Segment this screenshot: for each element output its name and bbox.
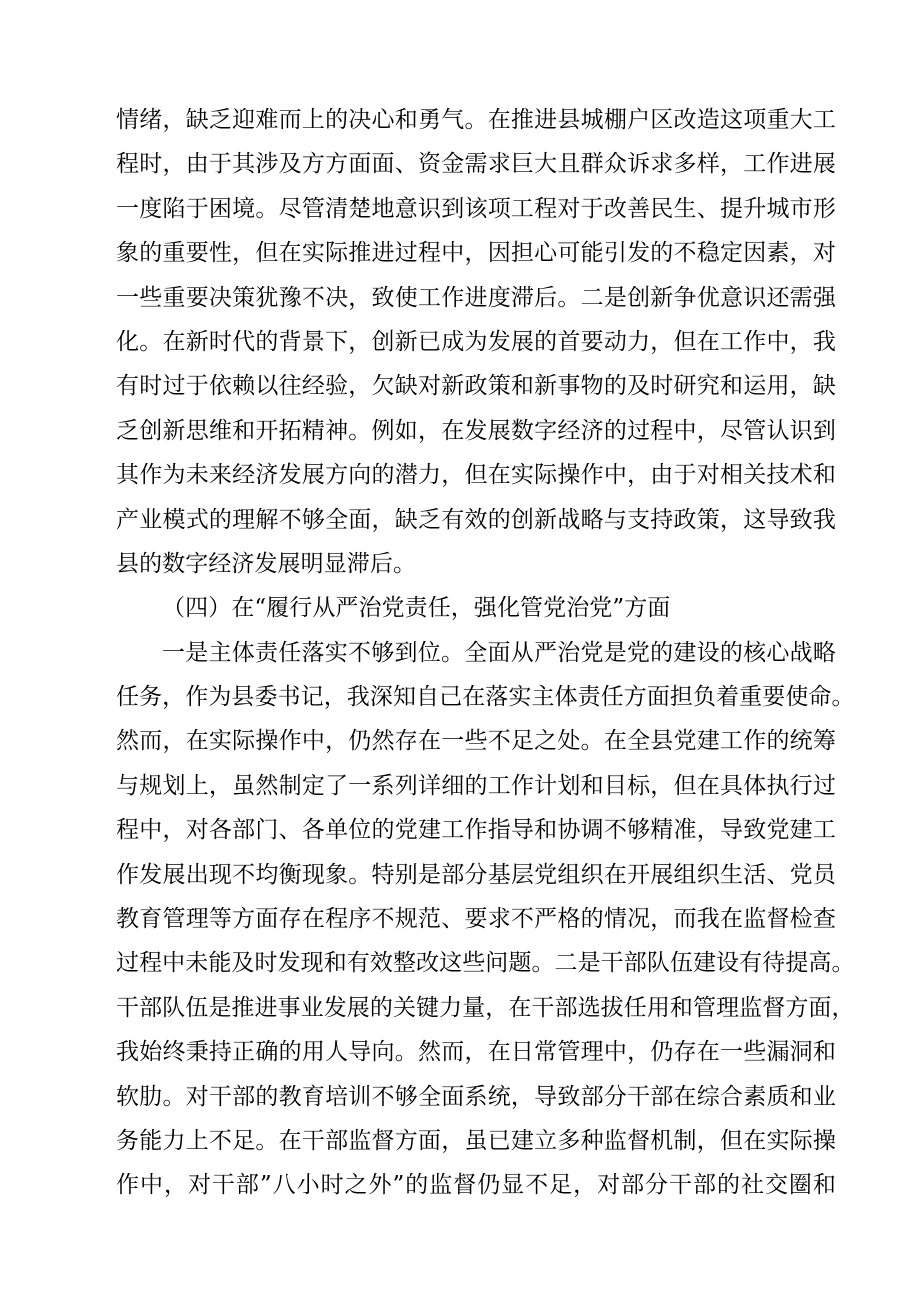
text-line: 县的数字经济发展明显滞后。: [116, 550, 417, 577]
text-line: 乏创新思维和开拓精神。例如，在发展数字经济的过程中，尽管认识到: [116, 417, 836, 444]
text-line: 与规划上，虽然制定了一系列详细的工作计划和目标，但在具体执行过: [116, 772, 836, 799]
text-line: 任务，作为县委书记，我深知自己在落实主体责任方面担负着重要使命。: [116, 684, 855, 711]
text-line: 务能力上不足。在干部监督方面，虽已建立多种监督机制，但在实际操: [116, 1127, 836, 1154]
text-line: 作发展出现不均衡现象。特别是部分基层党组织在开展组织生活、党员: [116, 861, 836, 888]
text-line: 软肋。对干部的教育培训不够全面系统，导致部分干部在综合素质和业: [116, 1083, 836, 1110]
text-line: 程中，对各部门、各单位的党建工作指导和协调不够精准，导致党建工: [116, 817, 836, 844]
text-line: 产业模式的理解不够全面，缺乏有效的创新战略与支持政策，这导致我: [116, 506, 836, 533]
text-line: 干部队伍是推进事业发展的关键力量，在干部选拔任用和管理监督方面，: [116, 994, 855, 1021]
text-line: 作中，对干部”八小时之外”的监督仍显不足，对部分干部的社交圈和: [116, 1172, 836, 1199]
text-line: 教育管理等方面存在程序不规范、要求不严格的情况，而我在监督检查: [116, 906, 836, 933]
text-line: 程时，由于其涉及方方面面、资金需求巨大且群众诉求多样，工作进展: [116, 151, 836, 178]
text-line: 其作为未来经济发展方向的潜力，但在实际操作中，由于对相关技术和: [116, 462, 836, 489]
text-line: 象的重要性，但在实际推进过程中，因担心可能引发的不稳定因素，对: [116, 240, 836, 267]
document-body: [116, 98, 855, 1208]
section-heading: （四）在“履行从严治党责任，强化管党治党”方面: [162, 595, 671, 622]
text-line: 有时过于依赖以往经验，欠缺对新政策和新事物的及时研究和运用，缺: [116, 373, 836, 400]
text-line: 过程中未能及时发现和有效整改这些问题。二是干部队伍建设有待提高。: [116, 950, 855, 977]
text-line: 一些重要决策犹豫不决，致使工作进度滞后。二是创新争优意识还需强: [116, 284, 836, 311]
paragraph-first-line: 一是主体责任落实不够到位。全面从严治党是党的建设的核心战略: [162, 639, 836, 666]
text-line: 化。在新时代的背景下，创新已成为发展的首要动力，但在工作中，我: [116, 328, 836, 355]
text-line: 情绪，缺乏迎难而上的决心和勇气。在推进县城棚户区改造这项重大工: [116, 107, 836, 133]
text-line: 然而，在实际操作中，仍然存在一些不足之处。在全县党建工作的统筹: [116, 728, 836, 755]
text-line: 一度陷于困境。尽管清楚地意识到该项工程对于改善民生、提升城市形: [116, 195, 836, 222]
text-line: 我始终秉持正确的用人导向。然而，在日常管理中，仍存在一些漏洞和: [116, 1039, 836, 1066]
